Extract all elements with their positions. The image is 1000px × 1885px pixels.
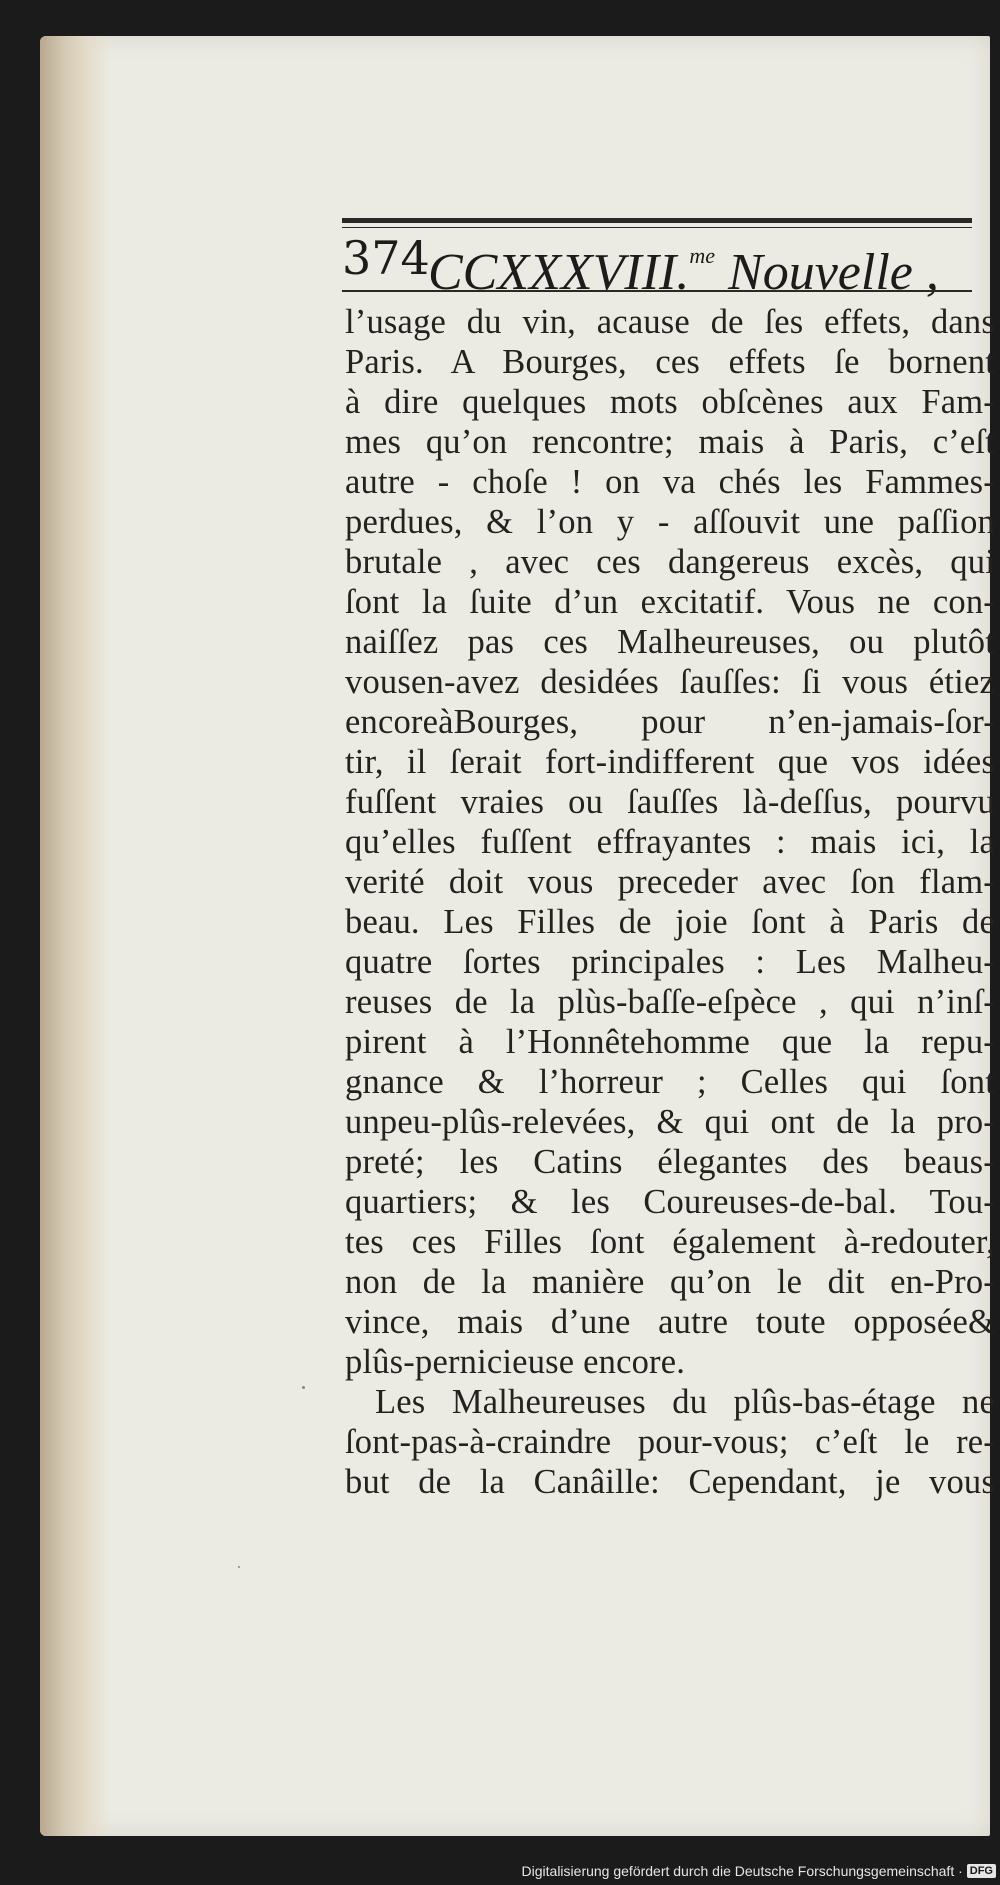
- text-line: Paris. A Bourges, ces effets ſe bornent: [345, 343, 995, 381]
- text-line: perdues, & l’on y - aſſouvit une paſſion: [345, 503, 995, 541]
- text-line: preté; les Catins élegantes des beaus-: [345, 1143, 995, 1181]
- text-line: tir, il ſerait fort-indifferent que vos idées: [345, 743, 995, 781]
- text-line: naiſſez pas ces Malheureuses, ou plutôt: [345, 623, 995, 661]
- text-line: l’usage du vin, acause de ſes effets, dans: [345, 303, 995, 341]
- text-line: qu’elles fuſſent effrayantes : mais ici, la: [345, 823, 995, 861]
- text-line: verité doit vous preceder avec ſon flam-: [345, 863, 995, 901]
- text-line: non de la manière qu’on le dit en-Pro-: [345, 1263, 995, 1301]
- text-line: gnance & l’horreur ; Celles qui ſont: [345, 1063, 995, 1101]
- text-line: vince, mais d’une autre toute opposée&: [345, 1303, 995, 1341]
- paper-speck: [302, 1386, 305, 1389]
- body-text: [345, 302, 995, 1502]
- paper-speck: [238, 1566, 240, 1568]
- running-head: [342, 186, 972, 301]
- text-line: quatre ſortes principales : Les Malheu-: [345, 943, 995, 981]
- dfg-logo: DFG: [967, 1864, 996, 1878]
- text-line: Les Malheureuses du plûs-bas-étage ne: [375, 1383, 995, 1421]
- text-line: unpeu-plûs-relevées, & qui ont de la pro-: [345, 1103, 995, 1141]
- running-title-numeral: CCXXXVIII.: [428, 244, 690, 301]
- credit-text: Digitalisierung gefördert durch die Deutsche Forschungsgemeinschaft ·: [521, 1863, 963, 1879]
- text-line: tes ces Filles ſont également à-redouter,: [345, 1223, 995, 1261]
- text-line: reuses de la plùs-baſſe-eſpèce , qui n’inſ-: [345, 983, 995, 1021]
- text-line: fuſſent vraies ou ſauſſes là-deſſus, pourvu: [345, 783, 995, 821]
- text-line: but de la Canâille: Cependant, je vous: [345, 1463, 995, 1501]
- text-line: pirent à l’Honnêtehomme que la repu-: [345, 1023, 995, 1061]
- text-line: ſont la ſuite d’un excitatif. Vous ne con-: [345, 583, 995, 621]
- text-line: à dire quelques mots obſcènes aux Fam-: [345, 383, 995, 421]
- text-line: vousen-avez desidées ſauſſes: ſi vous étiez: [345, 663, 995, 701]
- book-page: [40, 36, 995, 1836]
- page-number: 374: [342, 231, 430, 285]
- text-line: brutale , avec ces dangereus excès, qui: [345, 543, 995, 581]
- text-line: autre - choſe ! on va chés les Fammes-: [345, 463, 995, 501]
- digitization-credit: [522, 1860, 996, 1882]
- text-line: mes qu’on rencontre; mais à Paris, c’eſt: [345, 423, 995, 461]
- header-rule-bottom: [342, 290, 972, 292]
- running-title-superscript: me: [689, 243, 716, 268]
- text-line: encoreàBourges, pour n’en-jamais-ſor-: [345, 703, 995, 741]
- text-line: beau. Les Filles de joie ſont à Paris de: [345, 903, 995, 941]
- text-line: plûs-pernicieuse encore.: [345, 1343, 686, 1381]
- running-title-word: Nouvelle ,: [715, 244, 939, 301]
- text-line: ſont-pas-à-craindre pour-vous; c’eſt le re-: [345, 1423, 995, 1461]
- text-line: quartiers; & les Coureuses-de-bal. Tou-: [345, 1183, 995, 1221]
- page-edge-shading: [40, 36, 110, 1836]
- header-rule-thick: [342, 218, 972, 223]
